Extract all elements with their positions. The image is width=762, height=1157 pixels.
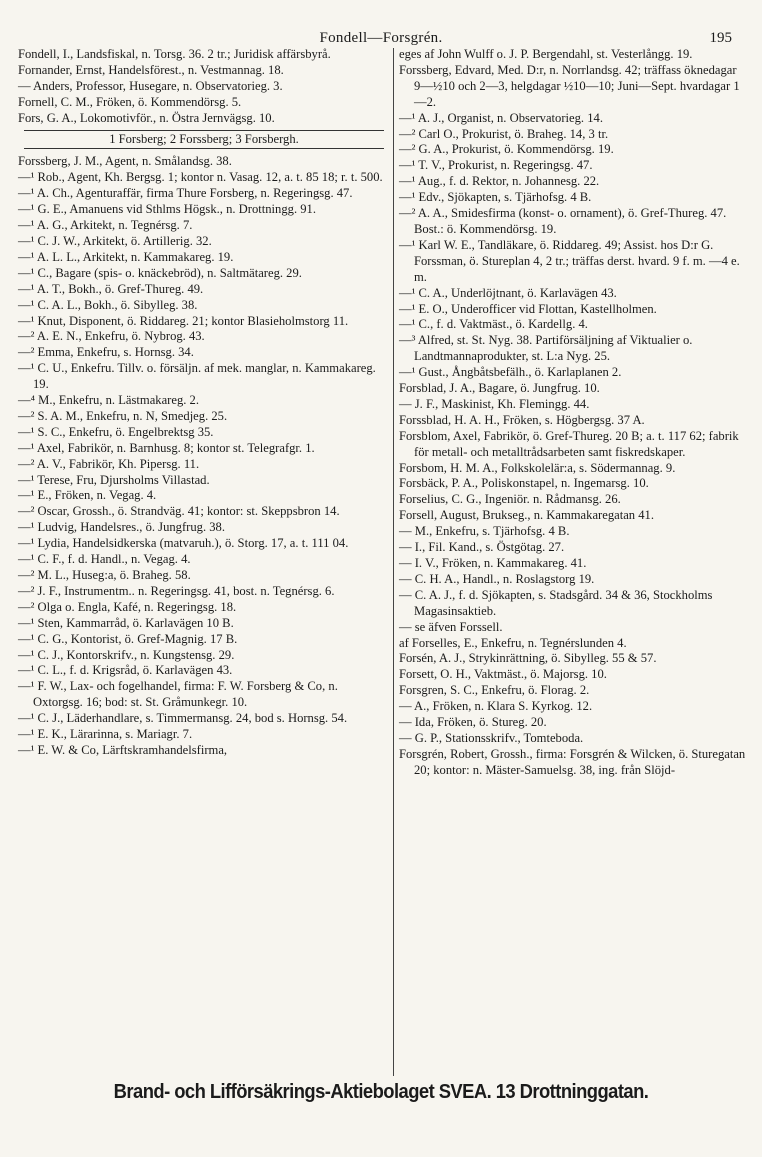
directory-entry: Forsbäck, P. A., Poliskonstapel, n. Ingemarsg. 10. [399,476,649,491]
directory-entry: —¹ A. G., Arkitekt, n. Tegnérsg. 7. [18,218,193,233]
directory-entry: —¹ A. Ch., Agenturaffär, firma Thure Forsberg, n. Regeringsg. 47. [18,186,353,201]
directory-entry: Forselius, C. G., Ingeniör. n. Rådmansg. 26. [399,492,621,507]
directory-entry: —¹ G. E., Amanuens vid Sthlms Högsk., n. Drottningg. 91. [18,202,316,217]
running-header: Fondell—Forsgrén. [319,30,443,46]
directory-entry: — A., Fröken, n. Klara S. Kyrkog. 12. [399,699,593,714]
directory-entry: —¹ C. J., Kontorskrifv., n. Kungstensg. 29. [18,647,235,662]
directory-entry: —¹ Axel, Fabrikör, n. Barnhusg. 8; kontor st. Telegrafgr. 1. [18,440,315,455]
directory-entry: — J. F., Maskinist, Kh. Flemingg. 44. [399,396,590,411]
directory-entry: —¹ A. J., Organist, n. Observatorieg. 14. [399,110,603,125]
directory-entry: —¹ Terese, Fru, Djursholms Villastad. [18,472,210,487]
directory-entry: —¹ C. A., Underlöjtnant, ö. Karlavägen 43. [399,285,617,300]
directory-entry: —² A. E. N., Enkefru, ö. Nybrog. 43. [18,329,205,344]
directory-entry: —¹ C. J., Läderhandlare, s. Timmermansg. 24, bod s. Hornsg. 54. [18,711,348,726]
directory-entry: Fors, G. A., Lokomotivför., n. Östra Jernvägsg. 10. [18,110,275,125]
footer-advertisement: Brand- och Lifförsäkrings-Aktiebolaget SVEA. 13 Drottninggatan. [113,1081,649,1103]
directory-entry: —¹ C. G., Kontorist, ö. Gref-Magnig. 17 B. [18,631,238,646]
directory-entry: —¹ C. U., Enkefru. Tillv. o. försäljn. af mek. manglar, n. Kammakareg. 19. [18,361,376,392]
directory-entry: Fornell, C. M., Fröken, ö. Kommendörsg. 5. [18,94,242,109]
directory-entry: Fornander, Ernst, Handelsförest., n. Vestmannag. 18. [18,62,284,77]
directory-entry: Forssberg, Edvard, Med. D:r, n. Norrlandsg. 42; träffass öknedagar 9—½10 och 2—3, helgdagar ½10—10; Juni—Sept. hvardagar 1—2. [399,62,740,109]
directory-entry: — G. P., Stationsskrifv., Tomteboda. [399,730,584,745]
directory-entry: —² Emma, Enkefru, s. Hornsg. 34. [18,345,194,360]
directory-entry: —¹ Knut, Disponent, ö. Riddareg. 21; kontor Blasieholmstorg 11. [18,313,349,328]
directory-entry: —² Olga o. Engla, Kafé, n. Regeringsg. 18. [18,599,237,614]
directory-entry: — I. V., Fröken, n. Kammakareg. 41. [399,556,587,570]
directory-entry: —¹ Gust., Ångbåtsbefälh., ö. Karlaplanen 2. [399,365,622,380]
directory-entry: —¹ Edv., Sjökapten, s. Tjärhofsg. 4 B. [399,190,592,205]
column-divider [393,48,394,1076]
directory-entry: — Anders, Professor, Husegare, n. Observatorieg. 3. [18,78,283,93]
directory-entry: Forsblom, Axel, Fabrikör, ö. Gref-Thureg. 20 B; a. t. 117 62; fabrik för metall- och metalltrådsarbeten samt fiskredskaper. [399,428,739,459]
directory-entry: af Forselles, E., Enkefru, n. Tegnérslunden 4. [399,635,627,650]
directory-entry: —³ Alfred, st. St. Nyg. 38. Partiförsäljning af Viktualier o. Landtmannaprodukter, st. L:a Nyg. 25. [399,333,693,364]
directory-entry: —¹ Lydia, Handelsidkerska (matvaruh.), ö. Storg. 17, a. t. 111 04. [18,536,349,551]
directory-entry: —¹ C., Bagare (spis- o. knäckebröd), n. Saltmätareg. 29. [18,265,302,280]
directory-entry: Forsell, August, Brukseg., n. Kammakaregatan 41. [399,508,654,523]
directory-entry: —⁴ M., Enkefru, n. Lästmakareg. 2. [18,393,200,408]
directory-entry: Forssblad, H. A. H., Fröken, s. Högbergsg. 37 A. [399,412,645,427]
directory-entry: —¹ Rob., Agent, Kh. Bergsg. 1; kontor n. Vasag. 12, a. t. 85 18; r. t. 500. [18,170,383,185]
directory-entry: —² A. V., Fabrikör, Kh. Pipersg. 11. [18,456,200,471]
directory-entry: — C. A. J., f. d. Sjökapten, s. Stadsgård. 34 & 36, Stockholms Magasinsaktieb. [399,587,713,618]
directory-entry: —¹ Ludvig, Handelsres., ö. Jungfrug. 38. [18,520,225,535]
directory-entry: Forssberg, J. M., Agent, n. Smålandsg. 38. [18,154,232,169]
directory-entry: —¹ E. K., Lärarinna, s. Mariagr. 7. [18,727,193,742]
directory-entry: Forsén, A. J., Strykinrättning, ö. Sibylleg. 55 & 57. [399,651,657,666]
directory-entry: —¹ E. W. & Co, Lärftskramhandelsfirma, [18,742,228,757]
right-column [399,47,746,779]
directory-entry: — I., Fil. Kand., s. Östgötag. 27. [399,540,565,555]
directory-entry: —² S. A. M., Enkefru, n. N, Smedjeg. 25. [18,408,228,423]
directory-entry: —¹ Karl W. E., Tandläkare, ö. Riddareg. 49; Assist. hos D:r G. Forssman, ö. Stureplan 4, 2 tr.; träffas derst. hvard. 9 f. m. —4 e. m. [399,237,740,284]
directory-entry: —² J. F., Instrumentm.. n. Regeringsg. 41, bost. n. Tegnérsg. 6. [18,583,335,598]
directory-entry: —¹ F. W., Lax- och fogelhandel, firma: F. W. Forsberg & Co, n. Oxtorgsg. 16; bod: st. St. Gråmunkegr. 10. [18,679,338,710]
directory-entry: —¹ C., f. d. Vaktmäst., ö. Kardellg. 4. [399,317,588,332]
directory-entry: —² A. A., Smidesfirma (konst- o. ornament), ö. Gref-Thureg. 47. Bost.: ö. Kommendörsg. 19. [399,206,727,236]
directory-entry: —¹ C. J. W., Arkitekt, ö. Artillerig. 32. [18,233,212,248]
directory-entry: eges af John Wulff o. J. P. Bergendahl, st. Vesterlångg. 19. [399,47,693,61]
directory-entry: Forsgrén, Robert, Grossh., firma: Forsgrén & Wilcken, ö. Sturegatan 20; kontor: n. Mäster-Samuelsg. 38, ing. från Slöjd- [399,746,746,777]
directory-entry: —¹ E. O., Underofficer vid Flottan, Kastellholmen. [399,301,657,316]
directory-entry: —¹ C. F., f. d. Handl., n. Vegag. 4. [18,552,191,567]
directory-entry: —¹ S. C., Enkefru, ö. Engelbrektsg 35. [18,424,214,439]
directory-entry: — M., Enkefru, s. Tjärhofsg. 4 B. [399,524,570,539]
directory-entry: —¹ C. A. L., Bokh., ö. Sibylleg. 38. [18,297,198,312]
directory-entry: —¹ C. L., f. d. Krigsråd, ö. Karlavägen 43. [18,663,233,678]
directory-entry: —² M. L., Huseg:a, ö. Braheg. 58. [18,568,191,582]
directory-entry: —² Carl O., Prokurist, ö. Braheg. 14, 3 tr. [399,126,609,141]
directory-entry: — C. H. A., Handl., n. Roslagstorg 19. [399,571,595,586]
directory-entry: —¹ A. T., Bokh., ö. Gref-Thureg. 49. [18,281,204,296]
page-number: 195 [709,30,732,46]
directory-entry: Forsgren, S. C., Enkefru, ö. Florag. 2. [399,683,590,698]
directory-entry: 1 Forsberg; 2 Forssberg; 3 Forsbergh. [24,130,384,150]
directory-entry: Forsblad, J. A., Bagare, ö. Jungfrug. 10. [399,381,600,396]
directory-entry: Forsbom, H. M. A., Folkskolelär:a, s. Södermannag. 9. [399,460,676,475]
directory-entry: —¹ T. V., Prokurist, n. Regeringsg. 47. [399,158,593,173]
directory-entry: —¹ A. L. L., Arkitekt, n. Kammakareg. 19. [18,249,234,264]
directory-entry: —² G. A., Prokurist, ö. Kommendörsg. 19. [399,142,614,157]
directory-entry: — Ida, Fröken, ö. Stureg. 20. [399,715,547,730]
directory-entry: Forsett, O. H., Vaktmäst., ö. Majorsg. 10. [399,667,607,682]
directory-entry: Fondell, I., Landsfiskal, n. Torsg. 36. 2 tr.; Juridisk affärsbyrå. [18,47,331,61]
directory-entry: —¹ Aug., f. d. Rektor, n. Johannesg. 22. [399,174,600,189]
left-column [18,47,390,759]
directory-entry: — se äfven Forssell. [399,619,503,634]
directory-entry: —² Oscar, Grossh., ö. Strandväg. 41; kontor: st. Skeppsbron 14. [18,504,340,519]
directory-entry: —¹ Sten, Kammarråd, ö. Karlavägen 10 B. [18,615,234,630]
directory-entry: —¹ E., Fröken, n. Vegag. 4. [18,488,157,503]
